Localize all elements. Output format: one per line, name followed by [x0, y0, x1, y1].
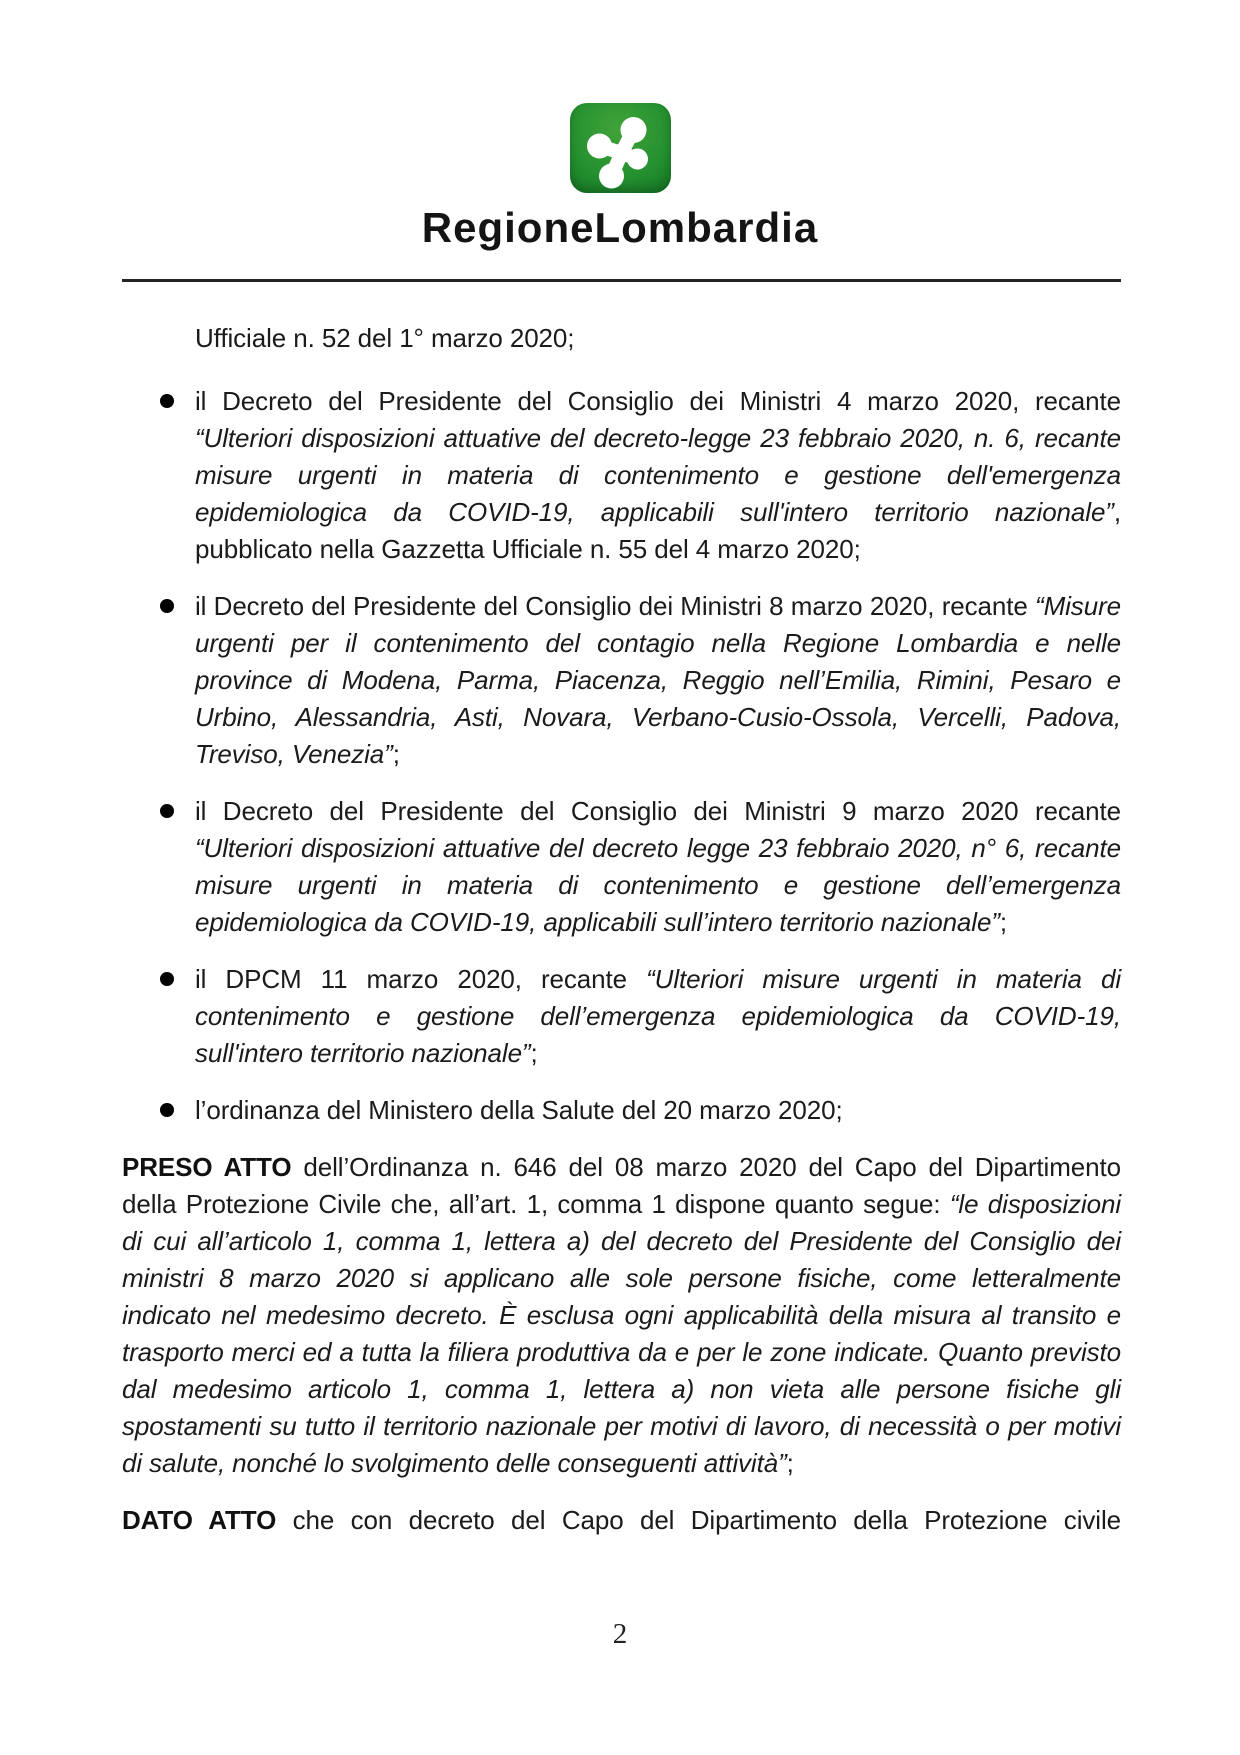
bullet-icon	[160, 972, 174, 986]
list-item	[122, 588, 1121, 773]
bullet-icon	[160, 1103, 174, 1117]
rosa-camuna-icon	[570, 103, 671, 193]
paragraph-suffix: ;	[786, 1448, 794, 1478]
citation-prefix: il Decreto del Presidente del Consiglio dei Ministri 8 marzo 2020, recante	[195, 591, 1036, 621]
carryover-line: Ufficiale n. 52 del 1° marzo 2020;	[195, 323, 575, 353]
citation-quote: “Misure urgenti per il contenimento del contagio nella Regione Lombardia e nelle province di Modena, Parma, Piacenza, Reggio nell’Emilia, Rimini, Pesaro e Urbino, Alessandria, Asti, Novara, Verbano-Cusio-Ossola, Vercelli, Padova, Treviso, Venezia”	[195, 591, 1121, 769]
list-item	[122, 383, 1121, 568]
citation-list	[122, 383, 1121, 1129]
page-number: 2	[612, 1618, 628, 1650]
bullet-icon	[160, 804, 174, 818]
brand-name: RegioneLombardia	[421, 204, 819, 251]
paragraph-text: dell’Ordinanza n. 646 del 08 marzo 2020 del Capo del Dipartimento della Protezione Civile che, all’art. 1, comma 1 dispone quanto segue:	[122, 1152, 1121, 1219]
citation-prefix: il DPCM 11 marzo 2020, recante	[195, 964, 647, 994]
document-header	[0, 0, 1240, 252]
document-body	[122, 320, 1121, 1539]
list-item	[122, 793, 1121, 941]
regione-lombardia-logo	[570, 103, 671, 193]
citation-suffix: ;	[530, 1038, 538, 1068]
bullet-icon	[160, 599, 174, 613]
paragraph-quote: “le disposizioni di cui all’articolo 1, comma 1, lettera a) del decreto del Presidente del Consiglio dei ministri 8 marzo 2020 si applicano alle sole persone fisiche, come letteralmente indicato nel medesimo decreto. È esclusa ogni applicabilità della misura al transito e trasporto merci ed a tutta la filiera produttiva da e per le zone indicate. Quanto previsto dal medesimo articolo 1, comma 1, lettera a) non vieta alle persone fisiche gli spostamenti su tutto il territorio nazionale per motivi di lavoro, di necessità o per motivi di salute, nonché lo svolgimento delle conseguenti attività”	[122, 1189, 1121, 1478]
citation-quote: “Ulteriori misure urgenti in materia di contenimento e gestione dell’emergenza epidemiologica da COVID-19, sull'intero territorio nazionale”	[195, 964, 1122, 1068]
list-item	[122, 1092, 1121, 1129]
citation-quote: “Ulteriori disposizioni attuative del decreto legge 23 febbraio 2020, n° 6, recante misure urgenti in materia di contenimento e gestione dell’emergenza epidemiologica da COVID-19, applicabili sull’intero territorio nazionale”	[195, 833, 1121, 937]
citation-suffix: , pubblicato nella Gazzetta Ufficiale n. 55 del 4 marzo 2020;	[195, 497, 1121, 564]
paragraph-lead: DATO ATTO	[122, 1505, 277, 1535]
dato-atto-paragraph	[122, 1502, 1121, 1539]
preso-atto-paragraph	[122, 1149, 1121, 1482]
bullet-icon	[160, 394, 174, 408]
citation-suffix: ;	[392, 739, 400, 769]
header-divider	[122, 279, 1121, 282]
citation-prefix: l’ordinanza del Ministero della Salute del 20 marzo 2020;	[195, 1095, 843, 1125]
paragraph-lead: PRESO ATTO	[122, 1152, 292, 1182]
list-item	[122, 961, 1121, 1072]
citation-prefix: il Decreto del Presidente del Consiglio dei Ministri 4 marzo 2020, recante	[195, 386, 1121, 416]
citation-suffix: ;	[999, 907, 1008, 937]
citation-prefix: il Decreto del Presidente del Consiglio dei Ministri 9 marzo 2020 recante	[195, 796, 1121, 826]
paragraph-text: che con decreto del Capo del Dipartimento della Protezione civile	[276, 1505, 1121, 1535]
citation-quote: “Ulteriori disposizioni attuative del decreto-legge 23 febbraio 2020, n. 6, recante misure urgenti in materia di contenimento e gestione dell'emergenza epidemiologica da COVID-19, applicabili sull'intero territorio nazionale”	[195, 423, 1121, 527]
